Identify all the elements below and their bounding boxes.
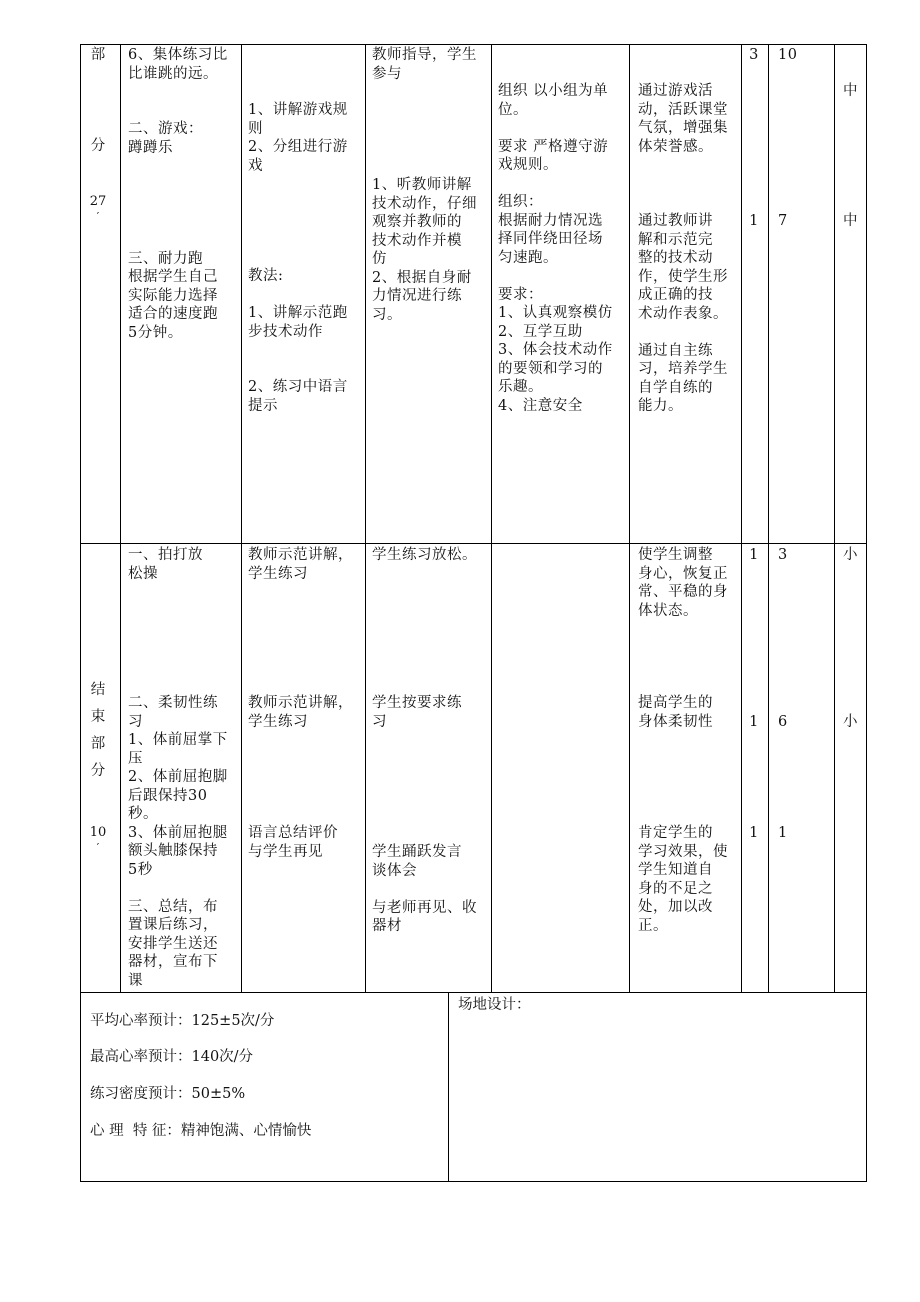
table-border-right — [866, 44, 867, 1181]
content-main: 6、集体练习比 比谁跳的远。 二、游戏： 蹲蹲乐 三、耐力跑 根据学生自己 实际能力选择 适合的速度跑 5分钟。 — [128, 47, 228, 341]
section-divider — [80, 543, 867, 544]
section-label-char: 结 — [90, 682, 106, 698]
purpose-end-3: 肯定学生的 学习效果，使 学生知道自 身的不足之 处，加以改正。 — [638, 825, 728, 934]
section-label-main — [86, 137, 110, 155]
count-2: 1 — [749, 213, 759, 229]
intensity-end-1: 小 — [843, 547, 858, 563]
purpose-end-2: 提高学生的 身体柔韧性 — [638, 695, 713, 730]
column-divider — [491, 44, 492, 992]
table-border-top — [80, 44, 867, 45]
section-label-end-time — [86, 824, 110, 853]
table-border-left — [80, 44, 81, 1181]
content-end-flex: 二、柔韧性练 习 1、体前屈掌下 压 2、体前屈抱脚 后跟保持30 秒。 3、体前屈抱腿 额头触膝保持 5秒 三、总结，布 置课后练习， 安排学生送还 器材，宣布下 课 — [128, 695, 228, 989]
purpose-run: 通过教师讲 解和示范完 整的技术动 作，使学生形 成正确的技 术动作表象。 通过自主练 习，培养学生 自学自练的 能力。 — [638, 213, 728, 414]
intensity-end-2: 小 — [843, 714, 858, 730]
section-time-unit: ′ — [96, 841, 100, 854]
student-end-3: 学生踊跃发言 谈体会 与老师再见、收 器材 — [372, 844, 477, 934]
footer-divider — [80, 992, 867, 993]
avg-heart-rate: 平均心率预计：125±5次/分 — [90, 1013, 275, 1029]
section-time: 27 — [89, 194, 107, 209]
organization-run: 组织： 根据耐力情况选 择同伴绕田径场 匀速跑。 要求： 1、认真观察模仿 2、互学互助 3、体会技术动作 的要领和学习的 乐趣。 4、注意安全 — [498, 194, 613, 414]
section-label-char: 分 — [90, 763, 106, 779]
column-divider — [120, 44, 121, 992]
student-activity-game: 教师指导，学生 参与 — [372, 47, 477, 82]
max-heart-rate: 最高心率预计：140次/分 — [90, 1049, 254, 1065]
column-divider — [365, 44, 366, 992]
column-divider — [241, 44, 242, 992]
section-label-main-time — [86, 193, 110, 222]
student-activity-run: 1、听教师讲解 技术动作，仔细 观察并教师的 技术动作并模 仿 2、根据自身耐 力情况进行练 习。 — [372, 177, 477, 323]
practice-density: 练习密度预计：50±5% — [90, 1086, 246, 1102]
column-divider — [768, 44, 769, 992]
content-end-relax: 一、拍打放 松操 — [128, 547, 203, 582]
time-2: 7 — [778, 213, 788, 229]
intensity-2: 中 — [843, 213, 858, 229]
purpose-end-1: 使学生调整 身心，恢复正 常、平稳的身 体状态。 — [638, 547, 728, 619]
time-1: 10 — [778, 47, 798, 63]
organization-game: 组织 以小组为单 位。 要求 严格遵守游 戏规则。 — [498, 83, 609, 173]
count-end-3: 1 — [749, 825, 759, 841]
count-end-1: 1 — [749, 547, 759, 563]
teacher-activity-game: 1、讲解游戏规 则 2、分组进行游 戏 — [248, 102, 348, 174]
count-end-2: 1 — [749, 714, 759, 730]
section-time: 10 — [89, 825, 107, 840]
section-label-char: 束 — [90, 709, 106, 725]
table-border-bottom — [80, 1181, 867, 1182]
section-label-main — [86, 46, 110, 64]
student-end-1: 学生练习放松。 — [372, 547, 477, 563]
section-label-end — [86, 677, 110, 785]
teacher-end-3: 语言总结评价 与学生再见 — [248, 825, 338, 860]
purpose-game: 通过游戏活 动，活跃课堂 气氛，增强集 体荣誉感。 — [638, 83, 728, 155]
psychological-traits: 心 理 特 征：精神饱满、心情愉快 — [90, 1123, 312, 1139]
count-1: 3 — [749, 47, 759, 63]
time-end-1: 3 — [778, 547, 788, 563]
time-end-3: 1 — [778, 825, 788, 841]
teacher-end-2: 教师示范讲解， 学生练习 — [248, 695, 353, 730]
section-label-char: 部 — [90, 736, 106, 752]
column-divider — [834, 44, 835, 992]
section-label-char: 分 — [90, 138, 106, 154]
intensity-1: 中 — [843, 83, 858, 99]
time-end-2: 6 — [778, 714, 788, 730]
teacher-activity-run: 教法: 1、讲解示范跑 步技术动作 2、练习中语言 提示 — [248, 268, 348, 414]
student-end-2: 学生按要求练 习 — [372, 695, 462, 730]
footer-divider — [448, 992, 449, 1181]
column-divider — [741, 44, 742, 992]
teacher-end-1: 教师示范讲解， 学生练习 — [248, 547, 353, 582]
section-label-char: 部 — [90, 47, 106, 63]
section-time-unit: ′ — [96, 210, 100, 223]
column-divider — [629, 44, 630, 992]
site-design-label: 场地设计： — [458, 997, 531, 1013]
